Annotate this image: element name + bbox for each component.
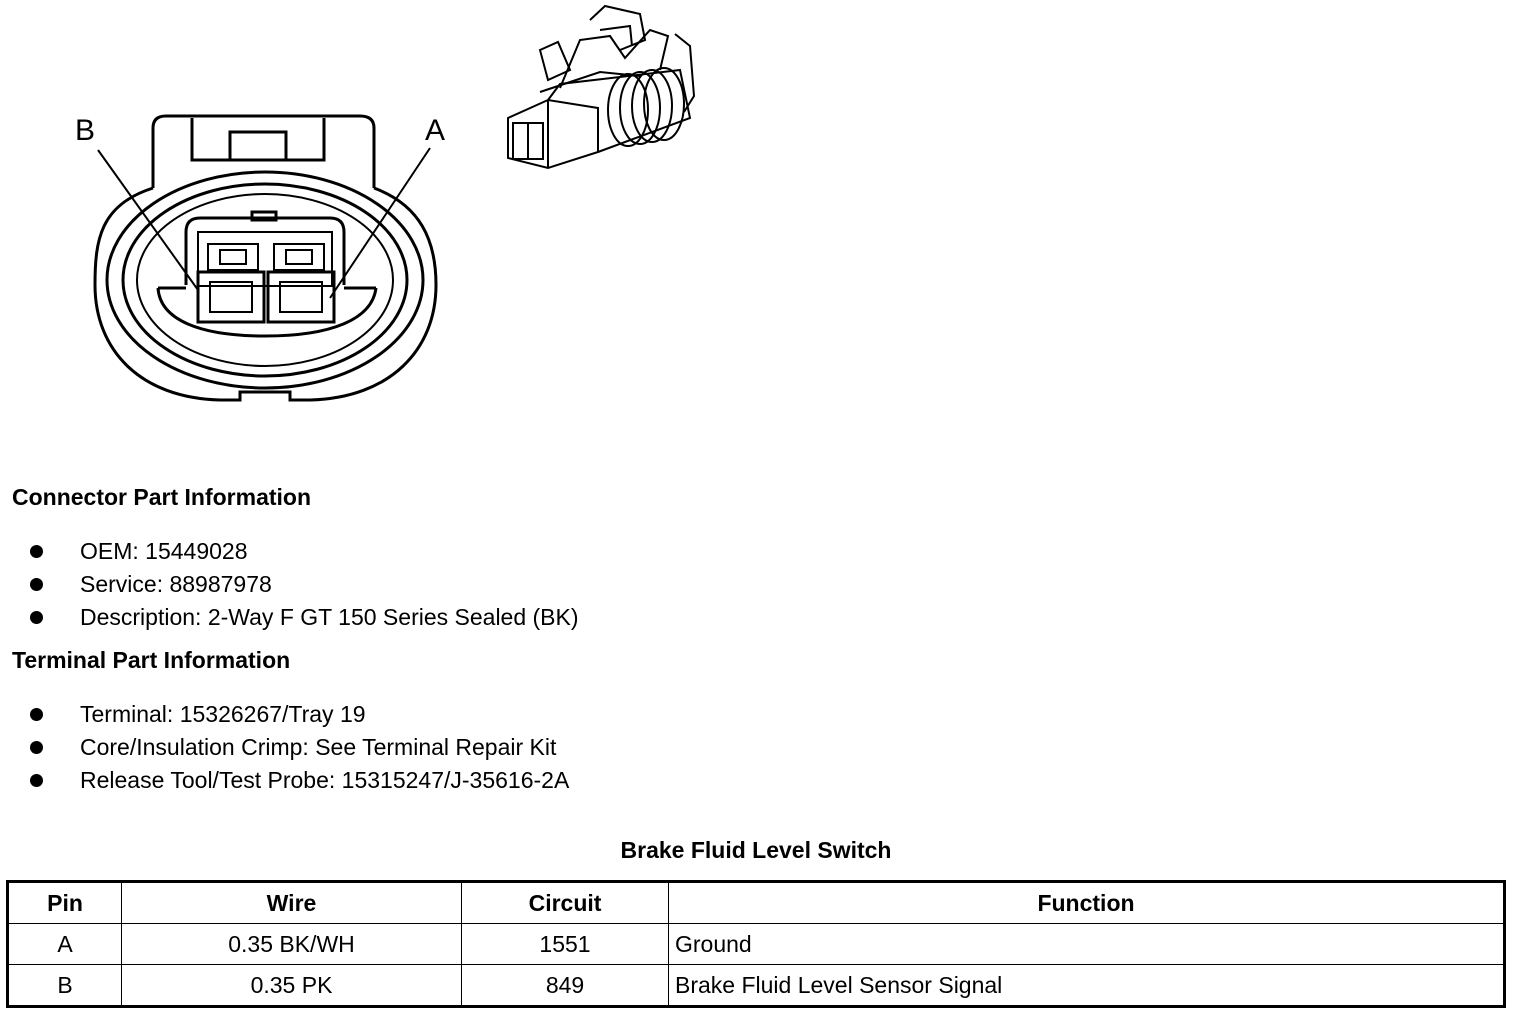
list-item: Core/Insulation Crimp: See Terminal Repair Kit — [30, 731, 569, 764]
table-header-row — [8, 882, 1505, 924]
cell-wire: 0.35 PK — [122, 965, 462, 1007]
connector-info-list — [30, 535, 579, 634]
connector-illustration — [500, 0, 710, 175]
cell-circuit: 1551 — [462, 924, 669, 965]
pin-label-a: A — [425, 114, 446, 147]
list-item: Description: 2-Way F GT 150 Series Sealed (BK) — [30, 601, 579, 634]
list-item: OEM: 15449028 — [30, 535, 579, 568]
table-row — [8, 924, 1505, 965]
terminal-info-list — [30, 698, 569, 797]
header-circuit: Circuit — [462, 882, 669, 924]
table-row — [8, 965, 1505, 1007]
pin-table — [6, 880, 1506, 1008]
connector-info-heading: Connector Part Information — [12, 484, 312, 510]
pin-label-b: B — [75, 114, 96, 147]
list-item: Terminal: 15326267/Tray 19 — [30, 698, 569, 731]
cell-function: Brake Fluid Level Sensor Signal — [669, 965, 1505, 1007]
cell-pin: B — [8, 965, 122, 1007]
list-item: Service: 88987978 — [30, 568, 579, 601]
table-title: Brake Fluid Level Switch — [620, 837, 892, 863]
cell-function: Ground — [669, 924, 1505, 965]
header-wire: Wire — [122, 882, 462, 924]
list-item: Release Tool/Test Probe: 15315247/J-35616-2A — [30, 764, 569, 797]
header-function: Function — [669, 882, 1505, 924]
cell-wire: 0.35 BK/WH — [122, 924, 462, 965]
cell-circuit: 849 — [462, 965, 669, 1007]
header-pin: Pin — [8, 882, 122, 924]
connector-face-diagram — [60, 100, 460, 420]
terminal-info-heading: Terminal Part Information — [12, 647, 291, 673]
cell-pin: A — [8, 924, 122, 965]
